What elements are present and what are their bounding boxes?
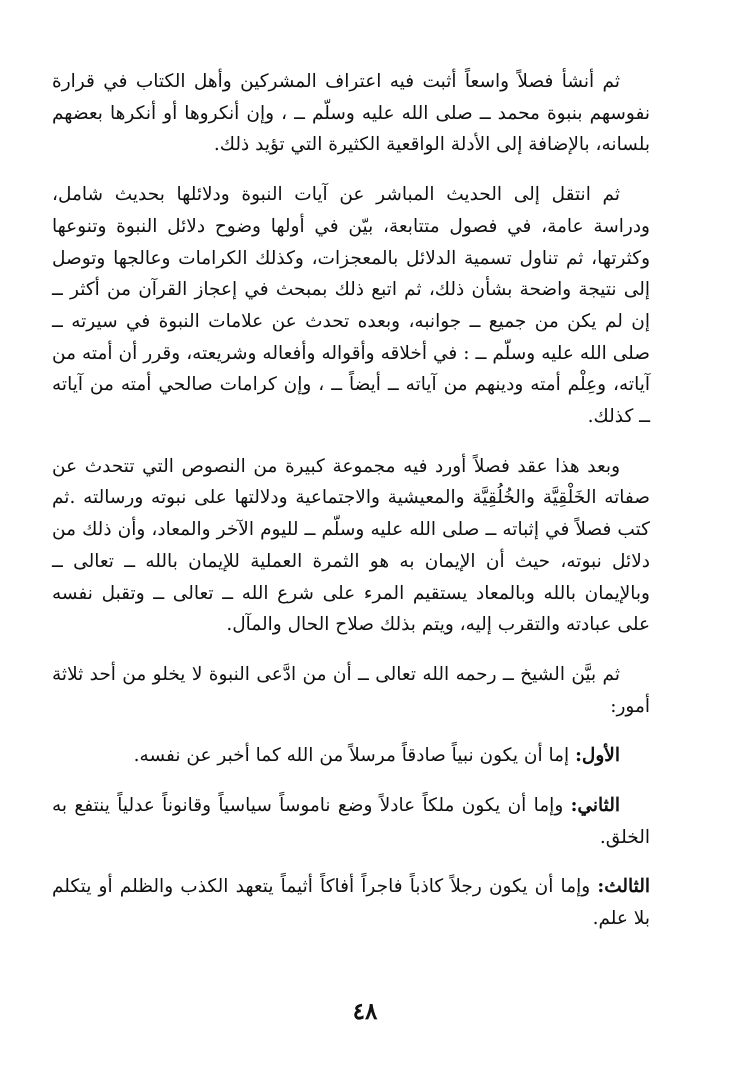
paragraph-gap	[52, 722, 650, 740]
list-item-third	[52, 871, 650, 934]
item-label: الثالث:	[597, 876, 650, 898]
paragraph-4: ثم بيَّن الشيخ ــ رحمه الله تعالى ــ أن من ادَّعى النبوة لا يخلو من أحد ثلاثة أمور:	[52, 663, 650, 717]
item-text: إما أن يكون نبياً صادقاً مرسلاً من الله كما أخبر عن نفسه.	[133, 745, 576, 767]
paragraph-gap	[52, 161, 650, 179]
paragraph-gap	[52, 641, 650, 659]
list-item-first	[52, 740, 650, 772]
item-text: وإما أن يكون رجلاً كاذباً فاجراً أفاكاً أثيماً يتعهد الكذب والظلم أو يتكلم بلا علم.	[52, 876, 650, 930]
paragraph-3: وبعد هذا عقد فصلاً أورد فيه مجموعة كبيرة من النصوص التي تتحدث عن صفاته الخَلْقِيَّة والخُلُقِيَّة والمعيشية والاجتماعية ودلالتها على نبوته ورسالته .ثم كتب فصلاً في إثباته ــ صلى الله عليه وسلّم ــ لليوم الآخر والمعاد، وأن ذلك من دلائل نبوته، حيث أن الإيمان به هو الثمرة العملية للإيمان بالله ــ تعالى ــ وبالإيمان بالله وبالمعاد يستقيم المرء على شرع الله ــ تعالى ــ وتقبل نفسه على عبادته والتقرب إليه، ويتم بذلك صلاح الحال والمآل.	[52, 455, 650, 636]
paragraph-gap	[52, 853, 650, 871]
page-number: ٤٨	[352, 998, 378, 1025]
list-item-second	[52, 790, 650, 853]
item-label: الثاني:	[570, 795, 620, 817]
paragraph-1: ثم أنشأ فصلاً واسعاً أثبت فيه اعتراف المشركين وأهل الكتاب في قرارة نفوسهم بنبوة محمد ــ صلى الله عليه وسلّم ــ ، وإن أنكروها أو أنكرها بعضهم بلسانه، بالإضافة إلى الأدلة الواقعية الكثيرة التي تؤيد ذلك.	[52, 71, 650, 156]
paragraph-2: ثم انتقل إلى الحديث المباشر عن آيات النبوة ودلائلها بحديث شامل، ودراسة عامة، في فصول متتابعة، بيّن في أولها وضوح دلائل النبوة وتنوعها وكثرتها، ثم تناول تسمية الدلائل بالمعجزات، وكذلك الكرامات وعالجها وتوصل إلى نتيجة واضحة بشأن ذلك، ثم اتبع ذلك بمبحث في إعجاز القرآن من أكثر ــ إن لم يكن من جميع ــ جوانبه، وبعده تحدث عن علامات النبوة في سيرته ــ صلى الله عليه وسلّم ــ : في أخلاقه وأقواله وأفعاله وشريعته، وقرر أن أمته من آياته، وعِلْم أمته ودينهم من آياته ــ أيضاً ــ ، وإن كرامات صالحي أمته من آياته ــ كذلك.	[52, 184, 650, 428]
page-body	[52, 66, 650, 935]
paragraph-gap	[52, 433, 650, 451]
item-label: الأول:	[575, 745, 620, 767]
paragraph-gap	[52, 772, 650, 790]
item-text: وإما أن يكون ملكاً عادلاً وضع ناموساً سياسياً وقانوناً عدلياً ينتفع به الخلق.	[52, 795, 650, 848]
